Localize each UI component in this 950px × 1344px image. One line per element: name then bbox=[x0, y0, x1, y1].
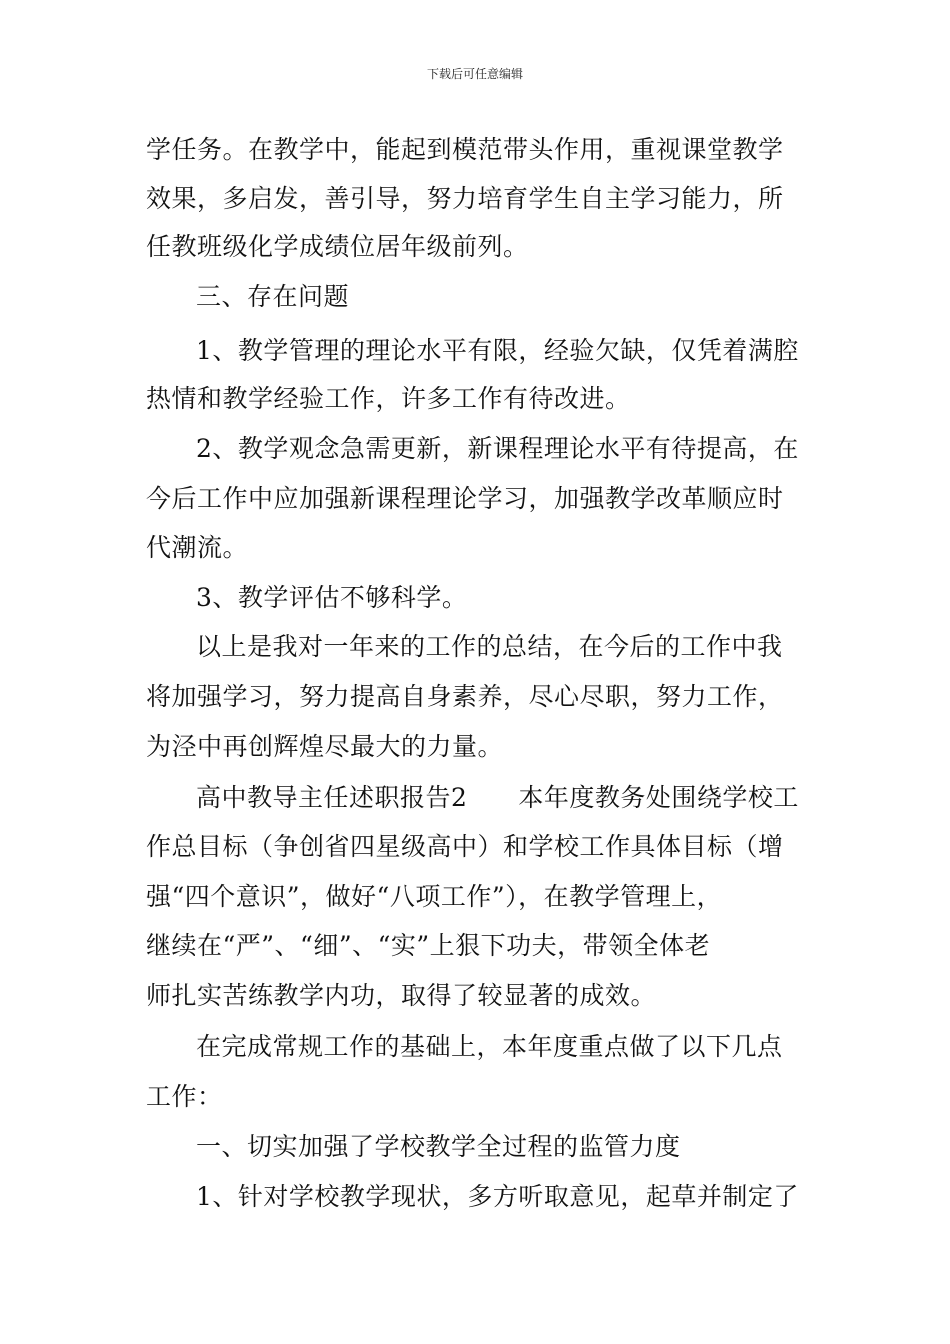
text-line: 1、教学管理的理论水平有限，经验欠缺，仅凭着满腔 bbox=[196, 336, 799, 365]
section-heading: 三、存在问题 bbox=[196, 282, 350, 311]
text-line: 在完成常规工作的基础上，本年度重点做了以下几点 bbox=[196, 1032, 783, 1061]
report-title-line: 高中教导主任述职报告2 本年度教务处围绕学校工 bbox=[196, 783, 799, 812]
page-header: 下载后可任意编辑 bbox=[426, 67, 523, 81]
text-line: 师扎实苦练教学内功，取得了较显著的成效。 bbox=[146, 981, 657, 1010]
text-line: 热情和教学经验工作，许多工作有待改进。 bbox=[146, 384, 631, 413]
text-line: 1、针对学校教学现状，多方听取意见，起草并制定了 bbox=[196, 1182, 799, 1211]
text-line: 继续在“严”、“细”、“实”上狠下功夫，带领全体老 bbox=[146, 931, 711, 960]
text-line: 为泾中再创辉煌尽最大的力量。 bbox=[146, 732, 504, 761]
text-line: 2、教学观念急需更新，新课程理论水平有待提高，在 bbox=[196, 434, 799, 463]
text-line: 任教班级化学成绩位居年级前列。 bbox=[146, 232, 529, 261]
text-line: 学任务。在教学中，能起到模范带头作用，重视课堂教学 bbox=[146, 135, 784, 164]
text-line: 代潮流。 bbox=[146, 533, 249, 562]
text-line: 3、教学评估不够科学。 bbox=[196, 583, 468, 612]
text-line: 今后工作中应加强新课程理论学习，加强教学改革顺应时 bbox=[146, 484, 784, 513]
text-line: 以上是我对一年来的工作的总结，在今后的工作中我 bbox=[196, 632, 783, 661]
text-line: 作总目标（争创省四星级高中）和学校工作具体目标（增 bbox=[146, 832, 784, 861]
section-heading: 一、切实加强了学校教学全过程的监管力度 bbox=[196, 1132, 681, 1161]
text-line: 将加强学习，努力提高自身素养，尽心尽职，努力工作， bbox=[146, 682, 784, 711]
text-line: 效果，多启发，善引导，努力培育学生自主学习能力，所 bbox=[146, 184, 784, 213]
text-line: 工作： bbox=[146, 1082, 223, 1111]
text-line: 强“四个意识”，做好“八项工作”），在教学管理上， bbox=[146, 882, 723, 911]
